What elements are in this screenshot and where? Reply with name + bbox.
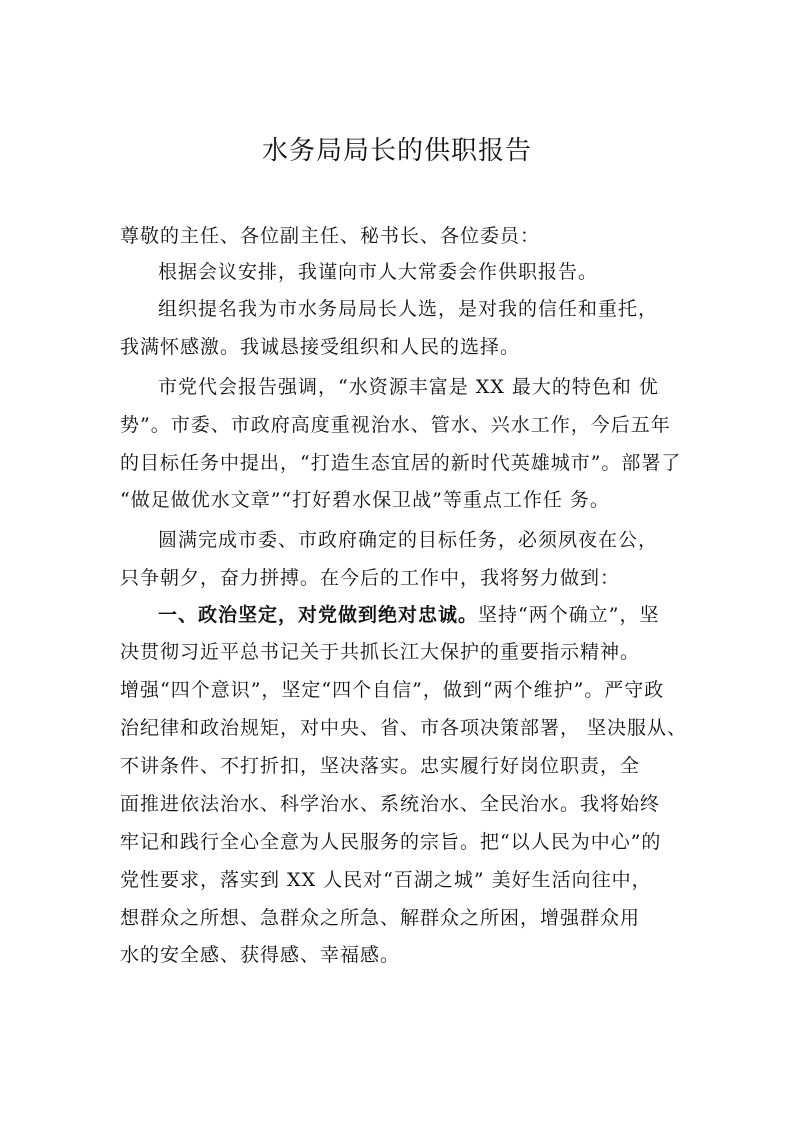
section-line-1 bbox=[158, 603, 758, 627]
body-line-1: 根据会议安排，我谨向市人大常委会作供职报告。 bbox=[158, 261, 599, 283]
body-line-7: “做足做优水文章”“打好碧水保卫战”等重点工作任 务。 bbox=[120, 489, 610, 511]
body-line-8: 圆满完成市委、市政府确定的目标任务，必须夙夜在公， bbox=[158, 529, 659, 551]
body-line-6: 的目标任务中提出，“打造生态宜居的新时代英雄城市”。部署了 bbox=[120, 452, 682, 474]
body-line-4: 市党代会报告强调，“水资源丰富是 XX 最大的特色和 优 bbox=[158, 376, 659, 398]
body-line-17: 想群众之所想、急群众之所急、解群众之所困，增强群众用 bbox=[120, 907, 641, 929]
body-line-18: 水的安全感、获得感、幸福感。 bbox=[120, 944, 401, 966]
body-line-15: 牢记和践行全心全意为人民服务的宗旨。把“以人民为中心”的 bbox=[120, 831, 662, 853]
body-line-16: 党性要求，落实到 XX 人民对“百湖之城” 美好生活向往中， bbox=[120, 869, 652, 891]
salutation: 尊敬的主任、各位副主任、秘书长、各位委员： bbox=[120, 225, 541, 247]
body-line-13: 不讲条件、不打折扣，坚决落实。忠实履行好岗位职责，全 bbox=[120, 755, 641, 777]
body-line-2: 组织提名我为市水务局局长人选，是对我的信任和重托， bbox=[158, 298, 659, 320]
body-line-11: 增强“四个意识”，坚定“四个自信”，做到“两个维护”。严守政 bbox=[120, 679, 665, 701]
body-line-9: 只争朝夕，奋力拼搏。在今后的工作中，我将努力做到： bbox=[120, 567, 621, 589]
section-line-1-text: 坚持“两个确立”，坚 bbox=[478, 604, 660, 626]
body-line-10: 决贯彻习近平总书记关于共抓长江大保护的重要指示精神。 bbox=[120, 641, 641, 663]
document-title: 水务局局长的供职报告 bbox=[261, 136, 532, 166]
body-line-14: 面推进依法治水、科学治水、系统治水、全民治水。我将始终 bbox=[120, 793, 661, 815]
body-line-12: 治纪律和政治规矩，对中央、省、市各项决策部署， 坚决服从、 bbox=[120, 717, 688, 739]
body-line-3: 我满怀感激。我诚恳接受组织和人民的选择。 bbox=[120, 336, 521, 358]
section-heading: 一、政治坚定，对党做到绝对忠诚。 bbox=[158, 604, 479, 626]
body-line-5: 势”。市委、市政府高度重视治水、管水、兴水工作，今后五年 bbox=[120, 414, 671, 436]
